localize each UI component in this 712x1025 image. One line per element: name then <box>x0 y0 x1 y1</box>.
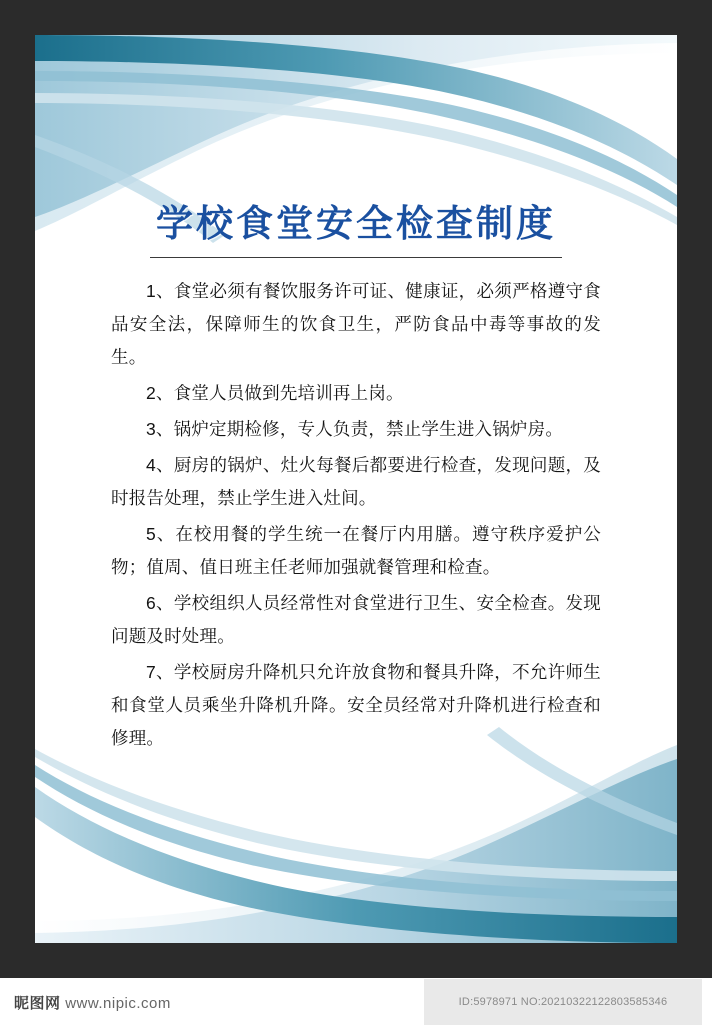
regulation-body <box>111 275 601 758</box>
regulation-item-3: 3、锅炉定期检修，专人负责，禁止学生进入锅炉房。 <box>146 419 564 439</box>
site-url: www.nipic.com <box>65 995 171 1012</box>
regulation-item-4: 4、厨房的锅炉、灶火每餐后都要进行检查，发现问题，及时报告处理，禁止学生进入灶间。 <box>111 455 601 508</box>
regulation-item-5: 5、在校用餐的学生统一在餐厅内用膳。遵守秩序爱护公物；值周、值日班主任老师加强就餐管理和检查。 <box>111 524 601 577</box>
asset-id-label: ID:5978971 NO:20210322122803585346 <box>424 979 702 1025</box>
regulation-item-7: 7、学校厨房升降机只允许放食物和餐具升降，不允许师生和食堂人员乘坐升降机升降。安全员经常对升降机进行检查和修理。 <box>111 662 601 748</box>
page-title: 学校食堂安全检查制度 <box>156 201 556 245</box>
site-brand: 昵图网 <box>14 995 61 1012</box>
title-divider <box>150 257 562 258</box>
poster-content <box>35 35 677 943</box>
site-credit <box>14 992 171 1013</box>
footer-bar <box>0 978 712 1025</box>
regulation-item-2: 2、食堂人员做到先培训再上岗。 <box>146 383 404 403</box>
regulation-item-6: 6、学校组织人员经常性对食堂进行卫生、安全检查。发现问题及时处理。 <box>111 593 601 646</box>
regulation-item-1: 1、食堂必须有餐饮服务许可证、健康证，必须严格遵守食品安全法，保障师生的饮食卫生，严防食品中毒等事故的发生。 <box>111 281 601 367</box>
poster-canvas <box>35 35 677 943</box>
